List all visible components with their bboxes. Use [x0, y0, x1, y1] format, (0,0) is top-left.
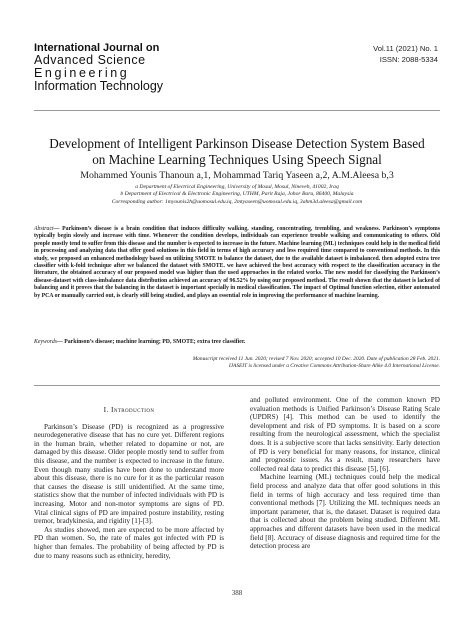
page-number: 388: [231, 589, 243, 597]
section-title: Introduction: [110, 405, 155, 414]
affiliation-b: b Department of Electrical & Electronic Engineering, UTHM, Parit Raja, Johor Baru, 86400, Malaysia: [120, 191, 354, 198]
affiliations: [30, 184, 444, 206]
manuscript-dates: Manuscript received 11 Jun. 2020; revised 7 Nov. 2020; accepted 10 Dec. 2020. Date of publication 28 Feb. 2021.: [192, 356, 440, 362]
journal-name-line2: Advanced Science: [34, 53, 146, 67]
affiliation-a: a Department of Electrical Engineering, University of Mosul, Mosul, Nineveh, 41002, Iraq: [135, 184, 339, 190]
title-line-1: Development of Intelligent Parkinson Disease Detection System Based: [49, 136, 425, 151]
issn: ISSN: 2088-5334: [379, 55, 438, 64]
section-heading-introduction: [34, 406, 224, 415]
volume-info: [373, 43, 438, 65]
journal-name-line3: Engineering: [34, 66, 130, 80]
keywords-label: Keywords: [34, 339, 57, 345]
license-note: IJASEIT is licensed under a Creative Commons Attribution-Share Alike 4.0 International License.: [228, 363, 440, 369]
keywords-text: — Parkinson’s disease; machine learning; PD, SMOTE; extra tree classifier.: [56, 339, 246, 345]
intro-paragraph-1: Parkinson’s Disease (PD) is recognized as a progressive neurodegenerative disease that has no cure yet. Different regions in the human brain, whether related to dopamine or not, are damaged by this disease. Older people mostly tend to suffer from this disease, and the number is expected to increase in the future. Even though many studies have been done to understand more about this disease, there is no cure for it as the particular reason that causes the disease is still unidentified. At the same time, statistics show that the number of infected individuals with PD is increasing. Motor and non-motor symptoms are signs of PD. Vital clinical signs of PD are impaired posture instability, resting tremor, bradykinesia, and rigidity [1]-[3].: [34, 422, 224, 526]
intro-paragraph-2: As studies showed, men are expected to be more affected by PD than women. So, the rate of males got infected with PD is higher than females. The probability of being affected by PD is due to many reasons such as ethnicity, heredity,: [34, 525, 224, 560]
section-number: I.: [103, 405, 109, 414]
volume-number: Vol.11 (2021) No. 1: [373, 44, 438, 53]
abstract-divider: [34, 385, 440, 386]
abstract-text: — Parkinson’s disease is a brain condition that induces difficulty walking, standing, concentrating, trembling, and weakness. Parkinson’s symptoms typically begin slowly and increase with time. Whenever the condition develops, individuals can experience trouble walking and communicating to others. Old people mostly tend to suffer from this disease and the number is expected to increase in the future. Machine learning (ML) techniques could help in the medical field in processing and analyzing data that offer good solutions in this field in terms of high accuracy and less required time compared to conventional methods. In this study, we proposed an enhanced methodology based on utilizing SMOTE to balance the dataset, due to the available dataset is imbalanced. then adopted extra tree classifier with k-fold technique after we balanced the dataset with SMOTE. we have achieved the best accuracy with respect to the classification accuracy in the literature, the obtained accuracy of our proposed model was higher than the used approaches in the related works. The new model for classifying the Parkinson’s disease-dataset with class-imbalance data distribution achieved an accuracy of 96.52% by using our proposed method. The result shown that the dataset is lacked of balancing and it proves that the balancing in the dataset is important specially in medical classification. The impact of Optimal function selection, either automated by PCA or manually carried out, is clearly still being studied, and plays an essential role in improving the performance of machine learning.: [34, 226, 440, 299]
right-column: [250, 396, 440, 551]
publication-history: [34, 356, 440, 370]
intro-paragraph-4: Machine learning (ML) techniques could help the medical field process and analyze data that offer good solutions in this field in terms of high accuracy and less required time than conventional methods [7]. Utilizing the ML techniques needs an important parameter, that is, the dataset. Dataset is required data that is collected about the problem being studied. Different ML approaches and different datasets have been used in the medical field [8]. Accuracy of disease diagnosis and required time for the detection process are: [250, 473, 440, 551]
abstract-label: Abstract: [34, 226, 54, 232]
header-divider: [34, 110, 440, 111]
keywords: [34, 339, 440, 346]
journal-name-line4: Information Technology: [34, 79, 164, 93]
journal-name-line1: International Journal on: [34, 42, 160, 54]
left-column: [34, 402, 224, 560]
corresponding-author: Corresponding author: 1myounis2h@uomosul.edu.iq, 2mtyaseen@uomosul.edu.iq, 3ahm3d.aleesa@gmail.com: [111, 198, 363, 205]
journal-logo: [34, 42, 163, 93]
title-line-2: on Machine Learning Techniques Using Speech Signal: [92, 151, 382, 167]
paper-title: [30, 136, 444, 167]
author-list: Mohammed Younis Thanoun a,1, Mohammad Tariq Yaseen a,2, A.M.Aleesa b,3: [80, 170, 394, 181]
intro-paragraph-3: and polluted environment. One of the common known PD evaluation methods is Unified Parkinson’s Disease Rating Scale (UPDRS) [4]. This method can be used to identify the development and risk of PD symptoms. It is based on a score resulting from the neurological assessment, which the specialist does. It is a subjective score that lacks sensitivity. Early detection of PD is very beneficial for many reasons, for instance, clinical and prognostic issues. As a result, many researchers have collected real data to predict this disease [5], [6].: [250, 396, 440, 473]
abstract: [34, 226, 440, 300]
